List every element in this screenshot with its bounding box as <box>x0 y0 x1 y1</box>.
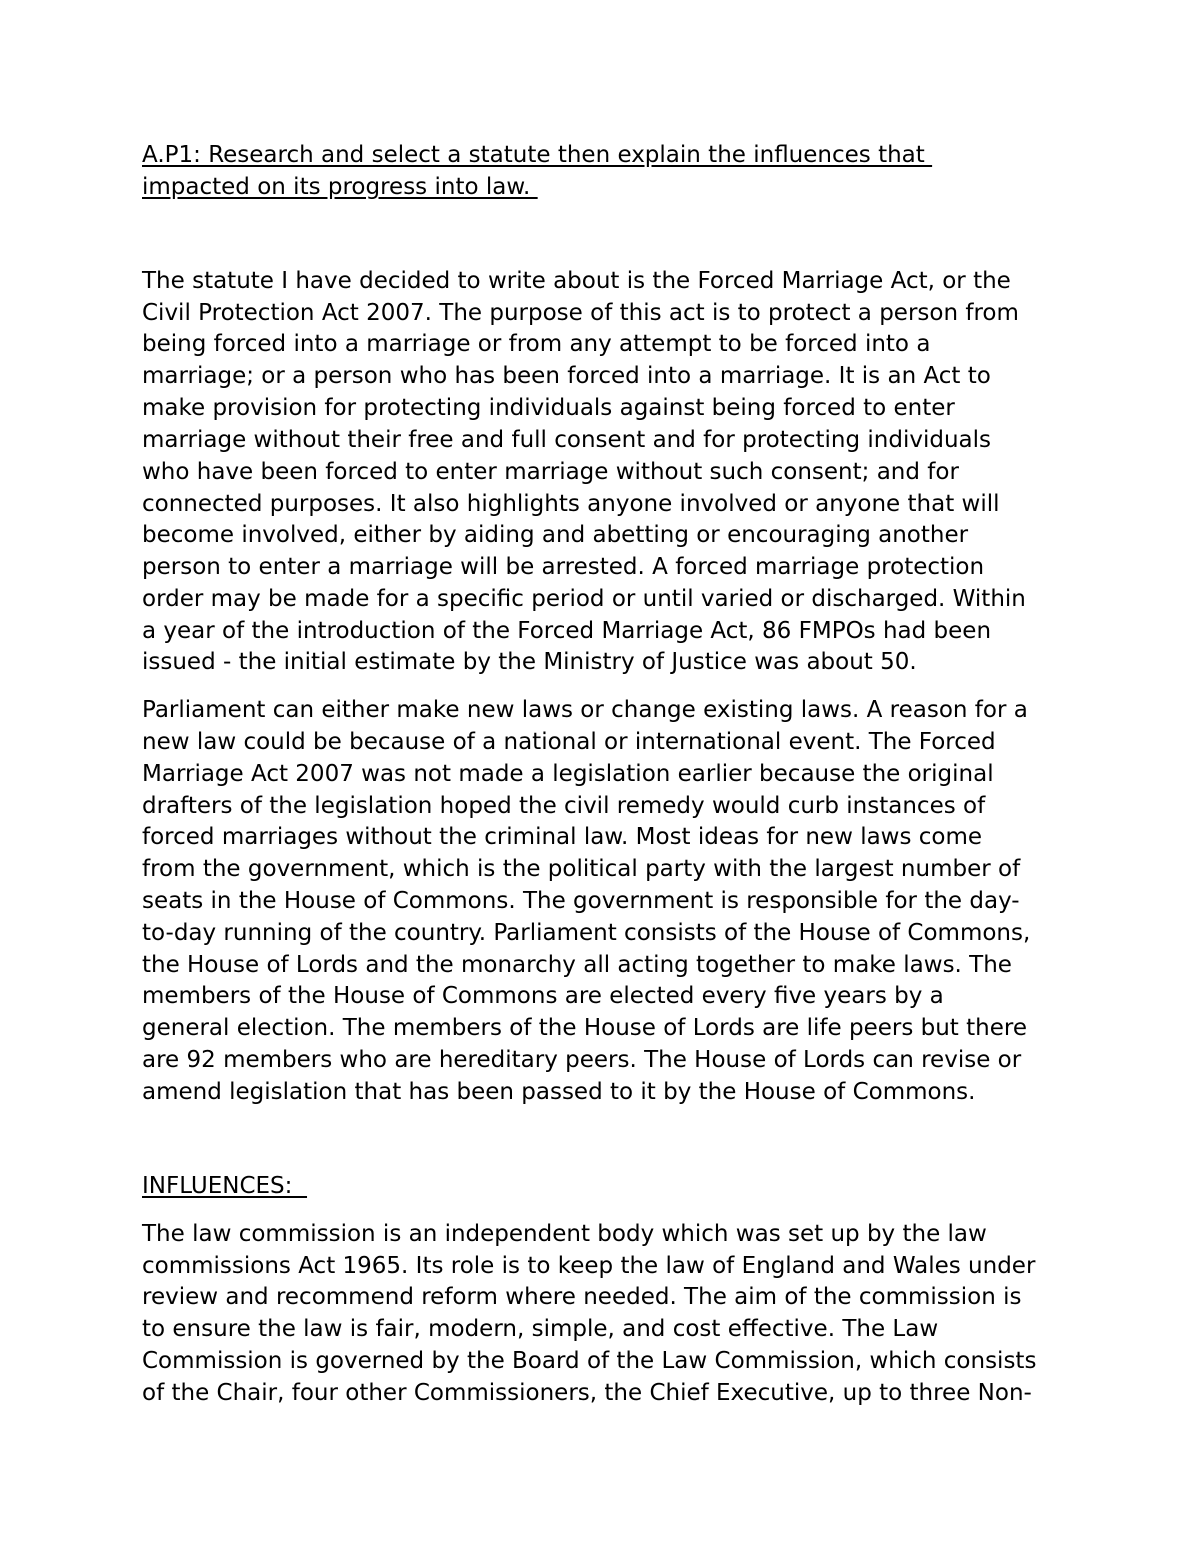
paragraph-line: the House of Lords and the monarchy all acting together to make laws. The <box>142 952 1012 978</box>
paragraph-line: Civil Protection Act 2007. The purpose of this act is to protect a person from <box>142 300 1019 326</box>
paragraph-line: marriage without their free and full consent and for protecting individuals <box>142 427 992 453</box>
paragraph-line: commissions Act 1965. Its role is to keep the law of England and Wales under <box>142 1253 1036 1279</box>
assignment-heading-line: impacted on its progress into law. <box>142 174 538 200</box>
paragraph-line: The law commission is an independent body which was set up by the law <box>142 1221 987 1247</box>
paragraph-line: make provision for protecting individuals against being forced to enter <box>142 395 955 421</box>
paragraph-line: The statute I have decided to write about is the Forced Marriage Act, or the <box>142 268 1011 294</box>
paragraph-line: forced marriages without the criminal law. Most ideas for new laws come <box>142 824 983 850</box>
paragraph-line: drafters of the legislation hoped the civil remedy would curb instances of <box>142 793 986 819</box>
influences-heading: INFLUENCES: <box>142 1173 308 1199</box>
paragraph-line: are 92 members who are hereditary peers. The House of Lords can revise or <box>142 1047 1022 1073</box>
paragraph-line: issued - the initial estimate by the Ministry of Justice was about 50. <box>142 649 917 675</box>
assignment-heading-line: A.P1: Research and select a statute then explain the influences that <box>142 142 933 168</box>
paragraph-line: new law could be because of a national or international event. The Forced <box>142 729 996 755</box>
paragraph-line: connected purposes. It also highlights anyone involved or anyone that will <box>142 491 1000 517</box>
paragraph-line: members of the House of Commons are elected every five years by a <box>142 983 944 1009</box>
paragraph-line: from the government, which is the political party with the largest number of <box>142 856 1021 882</box>
paragraph-line: being forced into a marriage or from any attempt to be forced into a <box>142 331 931 357</box>
paragraph-line: person to enter a marriage will be arrested. A forced marriage protection <box>142 554 985 580</box>
paragraph-line: Commission is governed by the Board of the Law Commission, which consists <box>142 1348 1037 1374</box>
paragraph-line: seats in the House of Commons. The government is responsible for the day- <box>142 888 1020 914</box>
paragraph-line: marriage; or a person who has been forced into a marriage. It is an Act to <box>142 363 991 389</box>
paragraph-line: Marriage Act 2007 was not made a legislation earlier because the original <box>142 761 994 787</box>
paragraph-line: become involved, either by aiding and abetting or encouraging another <box>142 522 969 548</box>
paragraph-line: to ensure the law is fair, modern, simple, and cost effective. The Law <box>142 1316 939 1342</box>
paragraph-line: who have been forced to enter marriage without such consent; and for <box>142 459 959 485</box>
paragraph-line: to-day running of the country. Parliament consists of the House of Commons, <box>142 920 1031 946</box>
paragraph-line: amend legislation that has been passed to it by the House of Commons. <box>142 1079 976 1105</box>
paragraph-line: a year of the introduction of the Forced Marriage Act, 86 FMPOs had been <box>142 618 992 644</box>
paragraph-line: of the Chair, four other Commissioners, the Chief Executive, up to three Non- <box>142 1380 1032 1406</box>
paragraph-line: Parliament can either make new laws or change existing laws. A reason for a <box>142 697 1028 723</box>
paragraph-line: order may be made for a specific period or until varied or discharged. Within <box>142 586 1026 612</box>
paragraph-line: general election. The members of the House of Lords are life peers but there <box>142 1015 1027 1041</box>
paragraph-line: review and recommend reform where needed. The aim of the commission is <box>142 1284 1022 1310</box>
